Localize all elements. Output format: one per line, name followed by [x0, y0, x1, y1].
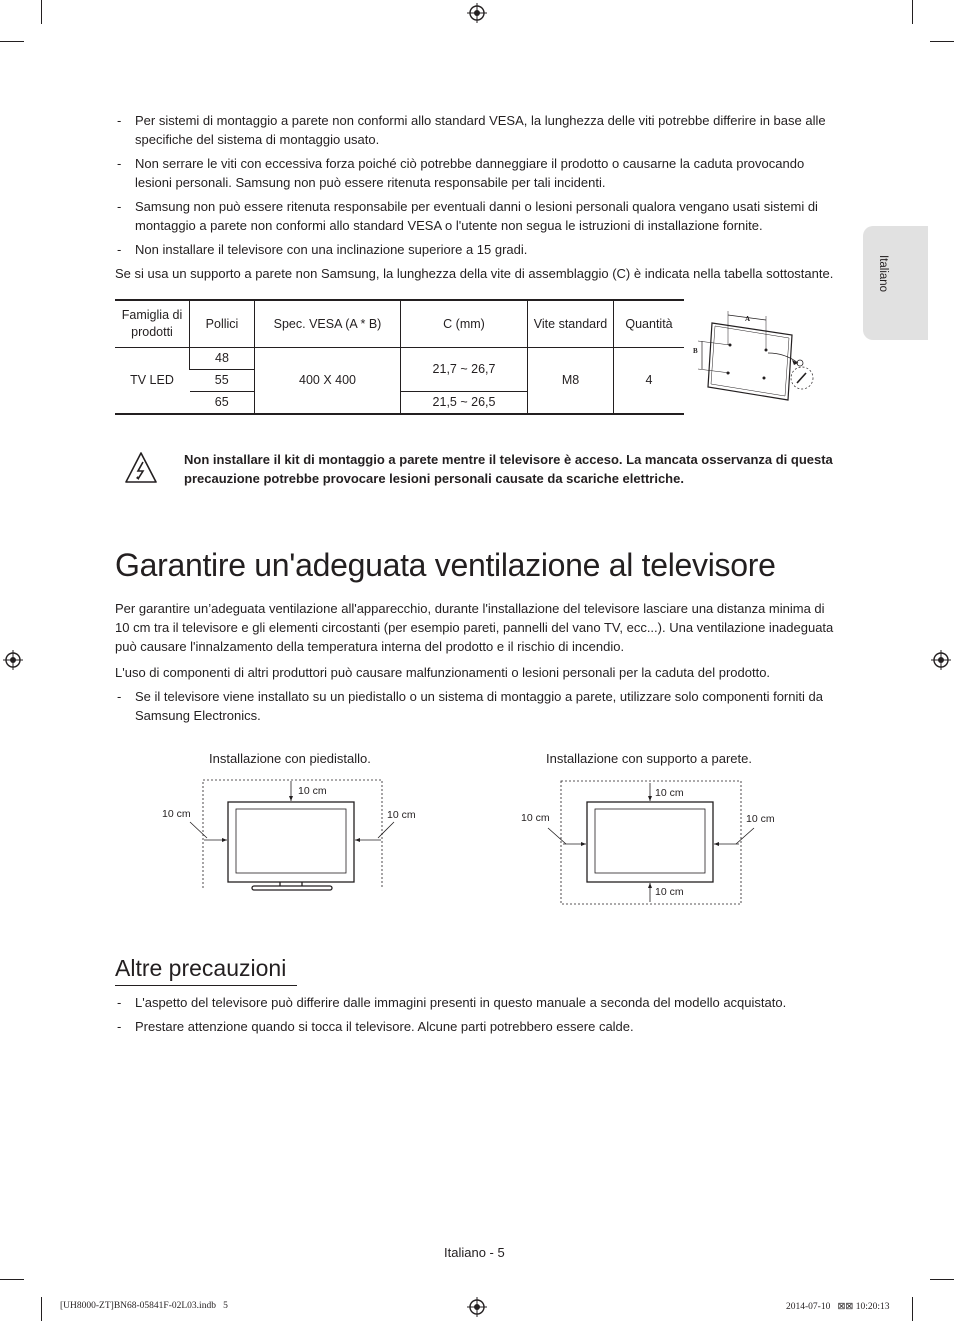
- registration-mark-icon: [3, 650, 23, 670]
- crop-mark: [912, 1297, 913, 1321]
- table-header: Spec. VESA (A * B): [255, 300, 401, 348]
- page-number: Italiano - 5: [444, 1245, 505, 1260]
- list-item: - Per sistemi di montaggio a parete non conformi allo standard VESA, la lunghezza delle viti potrebbe differire in base alle specifiche del sistema di montaggio usato.: [117, 113, 826, 147]
- list-item: - Samsung non può essere ritenuta responsabile per eventuali danni o lesioni personali qualora vengano usati sistemi di montaggio a parete non conformi allo standard VESA o l'utente non segua le istruzioni di installazione fornite.: [117, 199, 818, 233]
- stand-caption: Installazione con piedistallo.: [209, 751, 371, 766]
- warning-text: Non installare il kit di montaggio a parete mentre il televisore è acceso. La mancata osservanza di questa precauzione potrebbe provocare lesioni personali causate da scariche elettriche.: [184, 452, 833, 486]
- list-item: - Non serrare le viti con eccessiva forza poiché ciò potrebbe danneggiare il prodotto o causarne la caduta provocando lesioni personali. Samsung non può essere ritenuta responsabile per tali incidenti.: [117, 156, 805, 190]
- distance-top: 10 cm: [655, 787, 684, 799]
- ventilation-bullets: [115, 687, 835, 730]
- table-header: Pollici: [190, 300, 255, 348]
- distance-left: 10 cm: [162, 808, 191, 820]
- wall-mount-diagram: [690, 305, 820, 405]
- registration-mark-icon: [931, 650, 951, 670]
- table-header: Quantità: [614, 300, 685, 348]
- section-title: Altre precauzioni: [115, 955, 287, 981]
- crop-mark: [930, 41, 954, 42]
- language-tab-label: Italiano: [877, 255, 889, 293]
- registration-mark-icon: [467, 3, 487, 23]
- screw-spec-table: [115, 299, 684, 415]
- distance-right: 10 cm: [746, 813, 775, 825]
- intro-line: Se si usa un supporto a parete non Samsung, la lunghezza della vite di assemblaggio (C) è indicata nella tabella sottostante.: [115, 266, 834, 281]
- footer-timestamp: 2014-07-10 ⊠⊠ 10:20:13: [786, 1302, 890, 1312]
- table-header: Famiglia di prodotti: [115, 300, 190, 348]
- table-header: C (mm): [401, 300, 528, 348]
- crop-mark: [930, 1279, 954, 1280]
- table-cell: 21,7 ~ 26,7: [401, 348, 528, 392]
- table-header: Vite standard: [528, 300, 614, 348]
- list-item: - Se il televisore viene installato su un piedistallo o un sistema di montaggio a parete, utilizzare solo componenti forniti da Samsung Electronics.: [117, 689, 823, 723]
- table-cell: 21,5 ~ 26,5: [401, 392, 528, 415]
- ventilation-paragraph: Per garantire un’adeguata ventilazione all'apparecchio, durante l'installazione del televisore lasciare una distanza minima di 10 cm tra il televisore e gli elementi circostanti (per esempio pareti, pannelli del vano TV, ecc...). Una ventilazione inadeguata può causare l'innalzamento della temperatura interna del prodotto e il rischio di incendio.: [115, 601, 834, 654]
- crop-mark: [41, 0, 42, 24]
- section-title: Garantire un'adeguata ventilazione al televisore: [115, 547, 776, 583]
- list-item: - Non installare il televisore con una inclinazione superiore a 15 gradi.: [117, 242, 528, 257]
- distance-top: 10 cm: [298, 785, 327, 797]
- crop-mark: [41, 1297, 42, 1321]
- dimension-label-b: B: [693, 347, 698, 355]
- screw-notes-list: [115, 111, 835, 264]
- crop-mark: [0, 1279, 24, 1280]
- registration-mark-icon: [467, 1297, 487, 1317]
- stand-ventilation-diagram: [160, 778, 430, 896]
- wall-caption: Installazione con supporto a parete.: [546, 751, 752, 766]
- footer-file-info: [UH8000-ZT]BN68-05841F-02L03.indb 5: [60, 1301, 228, 1311]
- distance-right: 10 cm: [387, 809, 416, 821]
- table-cell: 4: [614, 348, 685, 415]
- table-cell: TV LED: [115, 348, 190, 415]
- table-cell: M8: [528, 348, 614, 415]
- list-item: - L'aspetto del televisore può differire dalle immagini presenti in questo manuale a seconda del modello acquistato.: [117, 995, 787, 1010]
- distance-bottom: 10 cm: [655, 886, 684, 898]
- table-cell: 400 X 400: [255, 348, 401, 415]
- electric-shock-warning-icon: [124, 451, 158, 485]
- table-cell: 55: [190, 370, 255, 392]
- other-precautions-list: [115, 993, 835, 1041]
- table-cell: 48: [190, 348, 255, 370]
- distance-left: 10 cm: [521, 812, 550, 824]
- crop-mark: [912, 0, 913, 24]
- section-underline: [115, 985, 297, 986]
- table-cell: 65: [190, 392, 255, 415]
- dimension-label-a: A: [745, 315, 751, 323]
- components-paragraph: L'uso di componenti di altri produttori può causare malfunzionamenti o lesioni personali per la caduta del prodotto.: [115, 665, 771, 680]
- crop-mark: [0, 41, 24, 42]
- list-item: - Prestare attenzione quando si tocca il televisore. Alcune parti potrebbero essere calde.: [117, 1019, 634, 1034]
- language-tab: [863, 226, 928, 340]
